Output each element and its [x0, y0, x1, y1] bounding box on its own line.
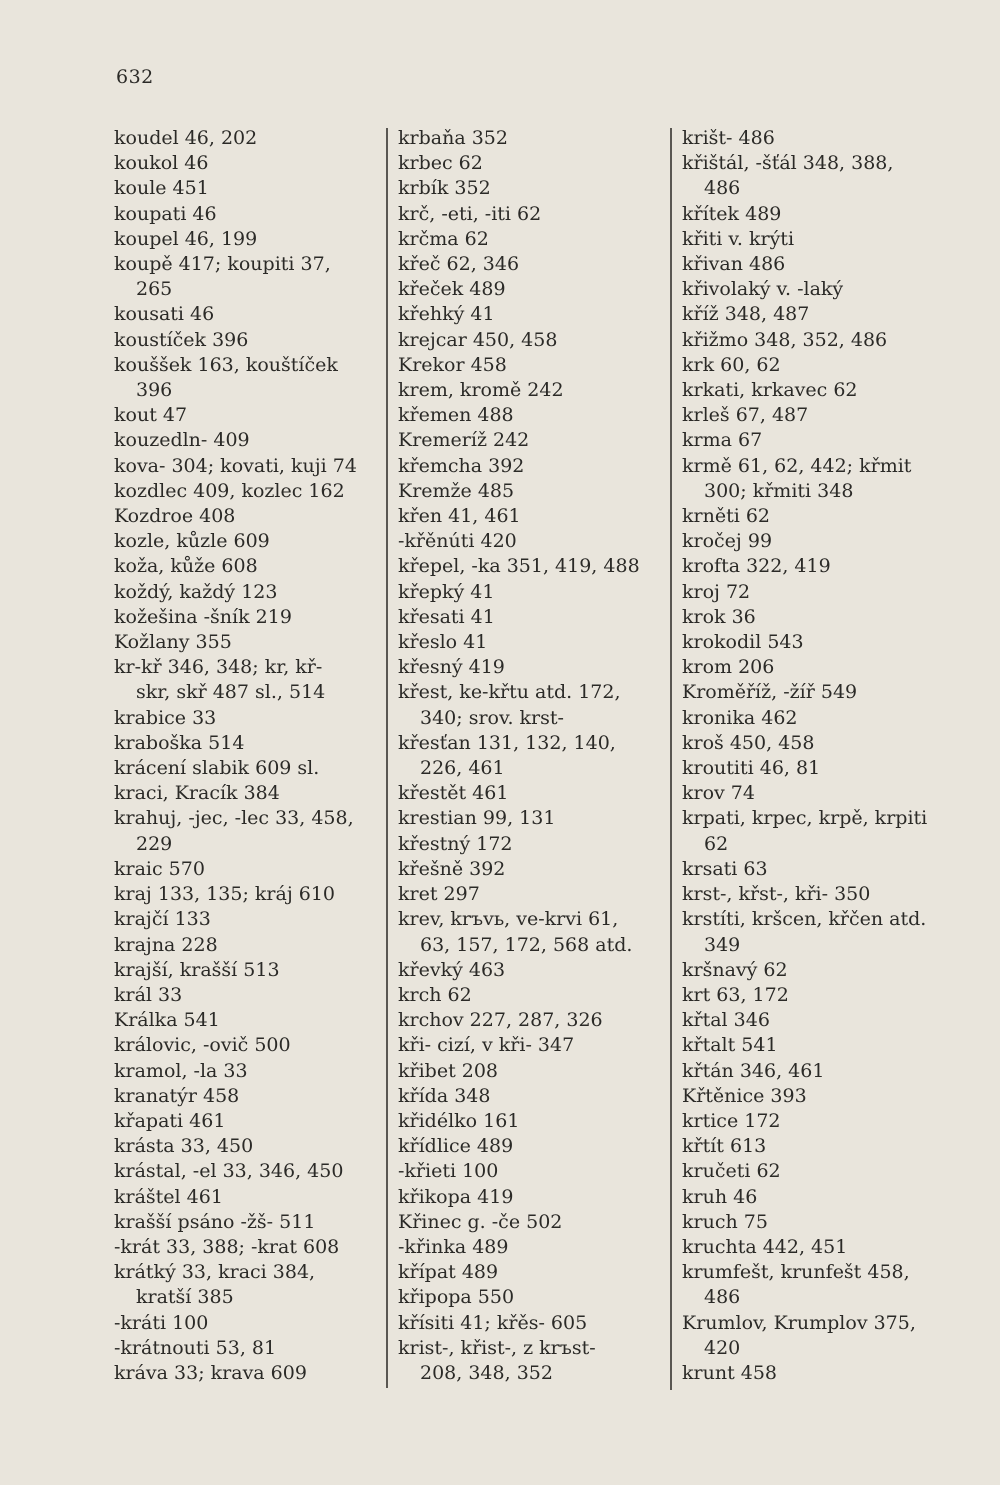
index-entry: křtal 346: [682, 1009, 770, 1032]
index-entry: křeč 62, 346: [398, 253, 520, 276]
index-entry: krkati, krkavec 62: [682, 379, 858, 402]
index-entry: křestět 461: [398, 782, 509, 805]
index-entry: krbaňa 352: [398, 127, 508, 149]
index-entry: kručeti 62: [682, 1160, 781, 1183]
index-entry: koždý, každý 123: [114, 580, 278, 603]
index-column-2: [398, 126, 670, 1386]
index-entry: krišt- 486: [682, 127, 775, 149]
index-entry: kruch 75: [682, 1210, 768, 1233]
page-number: 632: [116, 66, 154, 88]
index-entry: kroutiti 46, 81: [682, 757, 821, 780]
index-entry: krchov 227, 287, 326: [398, 1009, 603, 1032]
index-entry: kráštel 461: [114, 1185, 223, 1208]
index-entry: krástal, -el 33, 346, 450: [114, 1160, 344, 1183]
index-entry: koupel 46, 199: [114, 227, 258, 250]
index-entry: krunt 458: [682, 1361, 778, 1384]
index-entry: Křinec g. -če 502: [398, 1210, 563, 1233]
index-column-1: [114, 126, 378, 1386]
column-divider: [386, 128, 388, 1388]
index-entry: Králka 541: [114, 1009, 220, 1032]
index-entry: krč, -eti, -iti 62: [398, 202, 542, 225]
index-entry: křesný 419: [398, 656, 505, 679]
index-entry: kruh 46: [682, 1185, 758, 1208]
index-entry: kozle, kůzle 609: [114, 530, 270, 553]
index-entry: krejcar 450, 458: [398, 328, 558, 351]
index-entry: krev, krъvь, ve-krvi 61,: [398, 908, 619, 931]
index-entry: křešně 392: [398, 857, 506, 880]
index-entry: křítek 489: [682, 202, 782, 225]
index-entry: krahuj, -jec, -lec 33, 458,: [114, 807, 354, 830]
index-entry-continuation: 340; srov. krst-: [420, 706, 564, 729]
index-entry: krátký 33, kraci 384,: [114, 1261, 316, 1284]
index-entry-continuation: 349: [704, 933, 741, 956]
column-divider: [670, 128, 672, 1390]
index-entry: kr-kř 346, 348; kr, kř-: [114, 656, 323, 679]
index-entry: křtán 346, 461: [682, 1059, 825, 1082]
index-entry: krašší psáno -žš- 511: [114, 1210, 316, 1233]
index-entry: Křtěnice 393: [682, 1084, 807, 1107]
index-entry-continuation: 63, 157, 172, 568 atd.: [420, 933, 633, 956]
index-entry: křidélko 161: [398, 1109, 520, 1132]
index-entry: křemcha 392: [398, 454, 525, 477]
index-entry: -krátnouti 53, 81: [114, 1336, 277, 1359]
index-entry: koule 451: [114, 177, 209, 200]
index-entry: křivolaký v. -laký: [682, 278, 844, 301]
index-entry: -křieti 100: [398, 1160, 499, 1183]
index-entry: krsati 63: [682, 857, 768, 880]
index-entry: krčma 62: [398, 227, 489, 250]
index-entry: krajna 228: [114, 933, 218, 956]
index-entry-continuation: 265: [136, 278, 173, 301]
index-entry: krpati, krpec, krpě, krpiti: [682, 807, 928, 830]
index-entry: Kremeríž 242: [398, 429, 530, 452]
index-entry: krácení slabik 609 sl.: [114, 757, 320, 780]
index-entry: kramol, -la 33: [114, 1059, 248, 1082]
index-entry: křída 348: [398, 1084, 491, 1107]
index-entry: křísiti 41; křěs- 605: [398, 1311, 588, 1334]
index-entry: Kožlany 355: [114, 631, 232, 654]
index-entry-continuation: 62: [704, 832, 729, 855]
index-entry: křtalt 541: [682, 1034, 778, 1057]
index-entry: křibet 208: [398, 1059, 499, 1082]
index-entry: Kremže 485: [398, 479, 515, 502]
index-entry: kříž 348, 487: [682, 303, 810, 326]
index-entry: křesati 41: [398, 605, 495, 628]
index-entry: křižmo 348, 352, 486: [682, 328, 888, 351]
index-entry: kranatýr 458: [114, 1084, 240, 1107]
index-entry: Kroměříž, -žíř 549: [682, 681, 858, 704]
index-entry: krmě 61, 62, 442; křmit: [682, 454, 912, 477]
index-entry: koupě 417; koupiti 37,: [114, 253, 331, 276]
index-entry: krok 36: [682, 605, 756, 628]
index-entry: -křěnúti 420: [398, 530, 517, 553]
index-entry: koupati 46: [114, 202, 217, 225]
index-entry: křen 41, 461: [398, 505, 521, 528]
index-entry: kožešina -šník 219: [114, 605, 292, 628]
index-entry: křeslo 41: [398, 631, 488, 654]
index-entry: krumfešt, krunfešt 458,: [682, 1261, 910, 1284]
index-entry: krokodil 543: [682, 631, 804, 654]
index-entry: křikopa 419: [398, 1185, 514, 1208]
index-entry-continuation: 486: [704, 177, 741, 200]
index-entry: krch 62: [398, 983, 472, 1006]
index-entry: křest, ke-křtu atd. 172,: [398, 681, 621, 704]
index-entry: krněti 62: [682, 505, 771, 528]
index-entry: koustíček 396: [114, 328, 249, 351]
index-entry: krbec 62: [398, 152, 483, 175]
index-entry: kova- 304; kovati, kuji 74: [114, 454, 357, 477]
index-entry: krt 63, 172: [682, 983, 789, 1006]
index-entry: křevký 463: [398, 958, 506, 981]
index-entry: koža, kůže 608: [114, 555, 258, 578]
index-entry-continuation: 226, 461: [420, 757, 505, 780]
index-entry: křehký 41: [398, 303, 495, 326]
index-entry: kroš 450, 458: [682, 731, 815, 754]
index-entry: křepký 41: [398, 580, 495, 603]
index-entry: královic, -ovič 500: [114, 1034, 291, 1057]
index-entry-continuation: 208, 348, 352: [420, 1361, 553, 1384]
index-entry: -kráti 100: [114, 1311, 209, 1334]
index-entry: krma 67: [682, 429, 763, 452]
index-entry: Krumlov, Krumplov 375,: [682, 1311, 916, 1334]
index-entry: krstíti, kršcen, křčen atd.: [682, 908, 927, 931]
index-entry: křepel, -ka 351, 419, 488: [398, 555, 640, 578]
index-entry: krtice 172: [682, 1109, 781, 1132]
index-entry: křesťan 131, 132, 140,: [398, 731, 616, 754]
index-entry: krásta 33, 450: [114, 1135, 254, 1158]
index-entry: kouzedln- 409: [114, 429, 250, 452]
index-entry: krabice 33: [114, 706, 217, 729]
index-entry: krom 206: [682, 656, 775, 679]
index-entry: kročej 99: [682, 530, 773, 553]
index-entry: koukol 46: [114, 152, 209, 175]
index-entry-continuation: 229: [136, 832, 173, 855]
index-entry: krst-, křst-, kři- 350: [682, 883, 871, 906]
index-entry: krofta 322, 419: [682, 555, 831, 578]
index-entry: kousati 46: [114, 303, 215, 326]
index-entry: kraci, Kracík 384: [114, 782, 280, 805]
index-entry: Krekor 458: [398, 353, 507, 376]
index-entry: krajší, krašší 513: [114, 958, 280, 981]
index-entry: kraic 570: [114, 857, 205, 880]
index-entry: koudel 46, 202: [114, 127, 258, 149]
index-entry: křídlice 489: [398, 1135, 514, 1158]
index-entry: král 33: [114, 983, 183, 1006]
index-entry: krestian 99, 131: [398, 807, 556, 830]
index-entry-continuation: 396: [136, 379, 173, 402]
index-entry: křípat 489: [398, 1261, 499, 1284]
index-entry: kraboška 514: [114, 731, 245, 754]
index-entry: kráva 33; krava 609: [114, 1361, 307, 1384]
index-column-3: [682, 126, 962, 1386]
index-entry: kroj 72: [682, 580, 751, 603]
index-entry: kout 47: [114, 404, 188, 427]
index-entry: kršnavý 62: [682, 958, 788, 981]
index-entry: kret 297: [398, 883, 480, 906]
index-entry: křeček 489: [398, 278, 506, 301]
index-entry: křiti v. krýti: [682, 227, 795, 250]
index-entry-continuation: 300; křmiti 348: [704, 479, 854, 502]
index-entry: -křinka 489: [398, 1235, 509, 1258]
index-entry: křemen 488: [398, 404, 514, 427]
index-entry: Kozdroe 408: [114, 505, 236, 528]
index-entry-continuation: 420: [704, 1336, 741, 1359]
index-entry: kouššek 163, kouštíček: [114, 353, 338, 376]
index-entry: kozdlec 409, kozlec 162: [114, 479, 345, 502]
index-entry: krleš 67, 487: [682, 404, 809, 427]
index-entry-continuation: skr, skř 487 sl., 514: [136, 681, 326, 704]
index-entry: křivan 486: [682, 253, 786, 276]
index-entry: křapati 461: [114, 1109, 226, 1132]
index-entry: křištál, -šťál 348, 388,: [682, 152, 894, 175]
index-entry: křipopa 550: [398, 1286, 515, 1309]
index-entry: kři- cizí, v kři- 347: [398, 1034, 575, 1057]
index-entry: křestný 172: [398, 832, 513, 855]
index-entry: krov 74: [682, 782, 755, 805]
index-entry: krajčí 133: [114, 908, 211, 931]
index-entry: krbík 352: [398, 177, 491, 200]
index-entry: -krát 33, 388; -krat 608: [114, 1235, 340, 1258]
index-entry: kraj 133, 135; kráj 610: [114, 883, 336, 906]
index-entry-continuation: 486: [704, 1286, 741, 1309]
index-entry: kronika 462: [682, 706, 798, 729]
index-entry: krk 60, 62: [682, 353, 781, 376]
index-entry: křtít 613: [682, 1135, 767, 1158]
index-entry: krem, kromě 242: [398, 379, 564, 402]
index-entry-continuation: kratší 385: [136, 1286, 234, 1309]
index-entry: kruchta 442, 451: [682, 1235, 848, 1258]
index-entry: krist-, křist-, z krъst-: [398, 1336, 596, 1359]
